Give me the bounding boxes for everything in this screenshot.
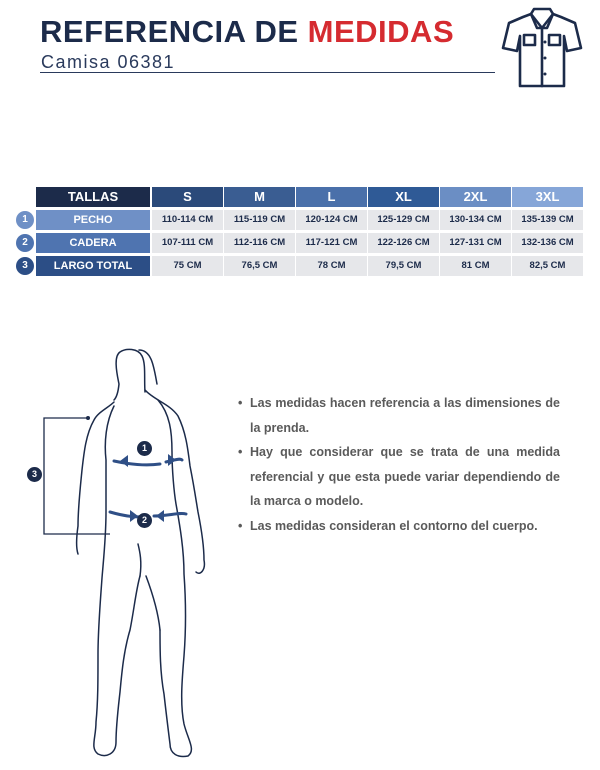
hip-marker: 2 (137, 513, 152, 528)
header (40, 10, 495, 74)
page-title (40, 12, 454, 52)
header-divider (40, 72, 495, 73)
tallas-header: TALLAS (36, 187, 150, 207)
note-item (238, 440, 560, 514)
note-text: Las medidas consideran el contorno del cuerpo. (250, 518, 538, 533)
body-figure (20, 340, 230, 765)
row-label: CADERA (36, 233, 150, 253)
measurement-cell: 78 CM (296, 256, 367, 276)
measurement-cell: 122-126 CM (368, 233, 439, 253)
measurement-cell: 82,5 CM (512, 256, 583, 276)
size-header-2xl: 2XL (440, 187, 511, 207)
measurement-cell: 112-116 CM (224, 233, 295, 253)
table-row (16, 210, 584, 230)
measurement-cell: 132-136 CM (512, 233, 583, 253)
row-number-badge: 2 (16, 234, 34, 252)
measurement-cell: 75 CM (152, 256, 223, 276)
measurement-cell: 135-139 CM (512, 210, 583, 230)
measurement-cell: 125-129 CM (368, 210, 439, 230)
note-text: Las medidas hacen referencia a las dimensiones de la prenda. (250, 396, 560, 435)
size-header-l: L (296, 187, 367, 207)
measurement-cell: 130-134 CM (440, 210, 511, 230)
measurement-cell: 127-131 CM (440, 233, 511, 253)
row-number-badge: 3 (16, 257, 34, 275)
title-part-1: REFERENCIA DE (40, 14, 299, 49)
note-item (238, 514, 560, 539)
body-outline (77, 349, 205, 756)
measurement-cell: 76,5 CM (224, 256, 295, 276)
table-row (16, 256, 584, 276)
size-header-xl: XL (368, 187, 439, 207)
size-header-m: M (224, 187, 295, 207)
chest-marker: 1 (137, 441, 152, 456)
size-header-s: S (152, 187, 223, 207)
length-bracket (44, 418, 110, 534)
measurement-cell: 110-114 CM (152, 210, 223, 230)
measurement-cell: 107-111 CM (152, 233, 223, 253)
table-header-row (16, 187, 584, 207)
bullet: • (238, 396, 243, 410)
bullet: • (238, 518, 243, 533)
title-part-2: MEDIDAS (307, 14, 455, 49)
note-text: Hay que considerar que se trata de una medida referencial y que esta puede variar dependiendo de la marca o modelo. (250, 445, 560, 508)
size-header-3xl: 3XL (512, 187, 583, 207)
bullet: • (238, 445, 243, 459)
product-subtitle: Camisa 06381 (41, 52, 176, 72)
measurement-cell: 115-119 CM (224, 210, 295, 230)
note-item (238, 391, 560, 440)
notes-list (238, 391, 560, 538)
measurement-cell: 79,5 CM (368, 256, 439, 276)
row-label: LARGO TOTAL (36, 256, 150, 276)
table-row (16, 233, 584, 253)
measurement-cell: 117-121 CM (296, 233, 367, 253)
measurement-cell: 120-124 CM (296, 210, 367, 230)
row-label: PECHO (36, 210, 150, 230)
length-marker: 3 (27, 467, 42, 482)
measurement-cell: 81 CM (440, 256, 511, 276)
row-number-badge: 1 (16, 211, 34, 229)
shirt-icon (501, 6, 583, 90)
